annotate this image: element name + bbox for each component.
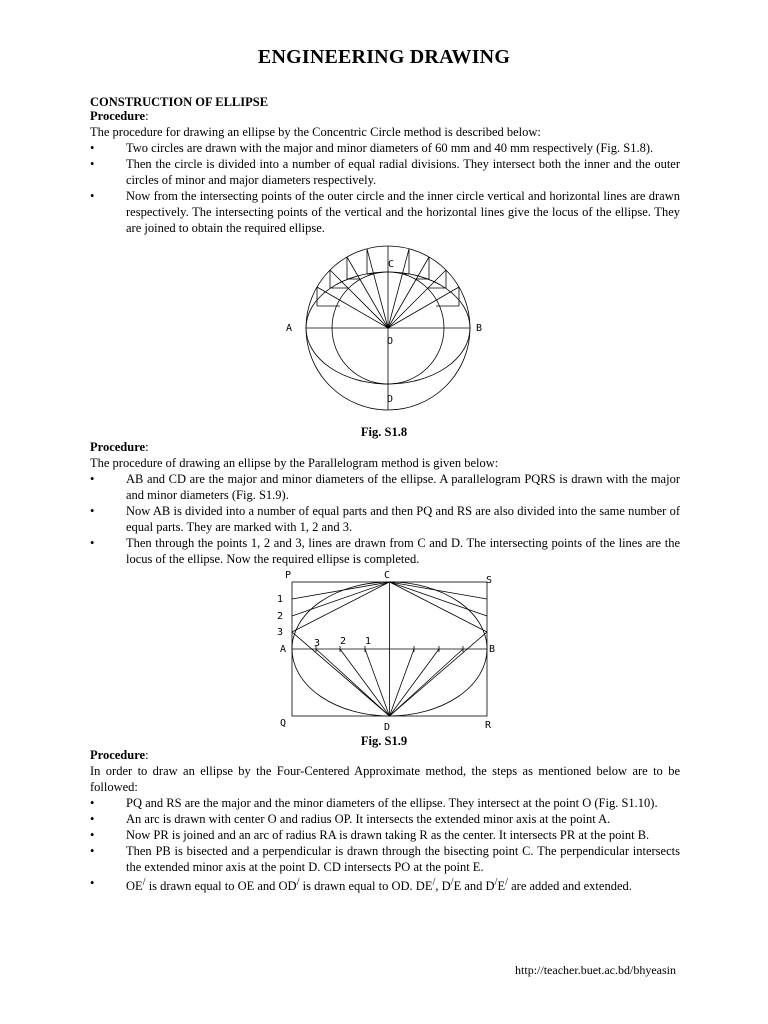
- list-item: • Then the circle is divided into a number of equal radial divisions. They intersect both the inner and the outer circles of minor and major diameters respectively.: [90, 156, 680, 188]
- procedure-label: Procedure:: [90, 748, 149, 762]
- list-item: • An arc is drawn with center O and radius OP. It intersects the extended minor axis at the point A.: [90, 811, 680, 827]
- footer-url: http://teacher.buet.ac.bd/bhyeasin: [515, 963, 676, 977]
- list-item: • OE/ is drawn equal to OE and OD/ is drawn equal to OD. DE/, D/E and D/E/ are added and extended.: [90, 875, 680, 894]
- list-item: • Now AB is divided into a number of equal parts and then PQ and RS are also divided into the same number of equal parts. They are marked with 1, 2 and 3.: [90, 503, 680, 535]
- label-3: 3: [277, 627, 284, 638]
- label-mark-2: 2: [340, 636, 347, 647]
- figure-caption: Fig. S1.9: [360, 734, 408, 748]
- list-item: • Then PB is bisected and a perpendicular is drawn through the bisecting point C. The perpendicular intersects the extended minor axis at the point D. CD intersects PO at the point E.: [90, 843, 680, 875]
- figure-caption: Fig. S1.8: [360, 425, 408, 439]
- label-c: C: [388, 259, 395, 270]
- label-c: C: [384, 570, 391, 581]
- procedure-label: Procedure:: [90, 109, 149, 123]
- intro-text: The procedure for drawing an ellipse by the Concentric Circle method is described below:: [90, 125, 541, 139]
- procedure-label: Procedure:: [90, 440, 149, 454]
- label-r: R: [485, 720, 492, 731]
- list-item: • PQ and RS are the major and the minor diameters of the ellipse. They intersect at the point O (Fig. S1.10).: [90, 795, 680, 811]
- label-mark-3: 3: [314, 638, 321, 649]
- concentric-circle-figure: [270, 236, 510, 416]
- label-p: P: [285, 570, 292, 581]
- bullet-list: [90, 795, 680, 894]
- label-s: S: [486, 575, 493, 586]
- page-title: ENGINEERING DRAWING: [257, 46, 511, 68]
- label-b: B: [489, 644, 496, 655]
- bullet-list: [90, 140, 680, 236]
- label-d: D: [384, 722, 391, 733]
- list-item: • Now PR is joined and an arc of radius RA is drawn taking R as the center. It intersects PR at the point B.: [90, 827, 680, 843]
- intro-text: The procedure of drawing an ellipse by the Parallelogram method is given below:: [90, 456, 499, 470]
- label-q: Q: [280, 718, 287, 729]
- list-item: • Then through the points 1, 2 and 3, lines are drawn from C and D. The intersecting points of the lines are the locus of the ellipse. Now the required ellipse is completed.: [90, 535, 680, 567]
- label-b: B: [476, 323, 483, 334]
- list-item: • Two circles are drawn with the major and minor diameters of 60 mm and 40 mm respectively (Fig. S1.8).: [90, 140, 680, 156]
- list-item: • Now from the intersecting points of the outer circle and the inner circle vertical and horizontal lines are drawn respectively. The intersecting points of the vertical and the horizontal lines give the locus of the ellipse. They are joined to obtain the required ellipse.: [90, 188, 680, 236]
- label-mark-1: 1: [365, 636, 372, 647]
- label-2: 2: [277, 611, 284, 622]
- bullet-list: [90, 471, 680, 567]
- parallelogram-figure: [270, 566, 510, 734]
- label-d: D: [387, 394, 394, 405]
- label-a: A: [286, 323, 293, 334]
- label-1: 1: [277, 594, 284, 605]
- section-heading: CONSTRUCTION OF ELLIPSE: [90, 95, 269, 109]
- label-a: A: [280, 644, 287, 655]
- intro-text: In order to draw an ellipse by the Four-Centered Approximate method, the steps as mentioned below are to be followed:: [90, 764, 680, 794]
- list-item: • AB and CD are the major and minor diameters of the ellipse. A parallelogram PQRS is drawn with the major and minor diameters (Fig. S1.9).: [90, 471, 680, 503]
- label-o: O: [387, 336, 394, 347]
